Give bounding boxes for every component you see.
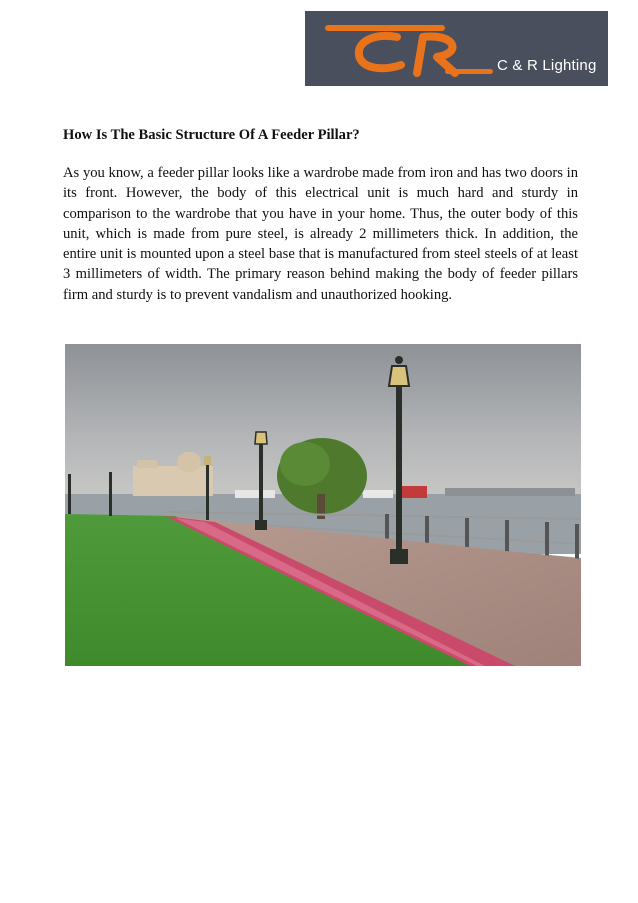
cr-logo-mark-icon <box>305 11 608 86</box>
article-paragraph: As you know, a feeder pillar looks like a wardrobe made from iron and has two doors in its front. However, the body of this electrical unit is much hard and sturdy in comparison to the wardrobe that you have in your home. Thus, the outer body of this unit, which is made from pure steel, is already 2 millimeters thick. In addition, the entire unit is mounted upon a steel base that is manufactured from steel steels of at least 3 millimeters of width. The primary reason behind making the body of feeder pillars firm and sturdy is to prevent vandalism and unauthorized hooking. <box>63 165 578 303</box>
article-heading: How Is The Basic Structure Of A Feeder Pillar? <box>63 127 360 143</box>
promenade-photo <box>65 344 581 666</box>
brand-name: C & R Lighting <box>497 57 597 74</box>
company-logo <box>305 11 608 86</box>
promenade-illustration <box>65 344 581 666</box>
